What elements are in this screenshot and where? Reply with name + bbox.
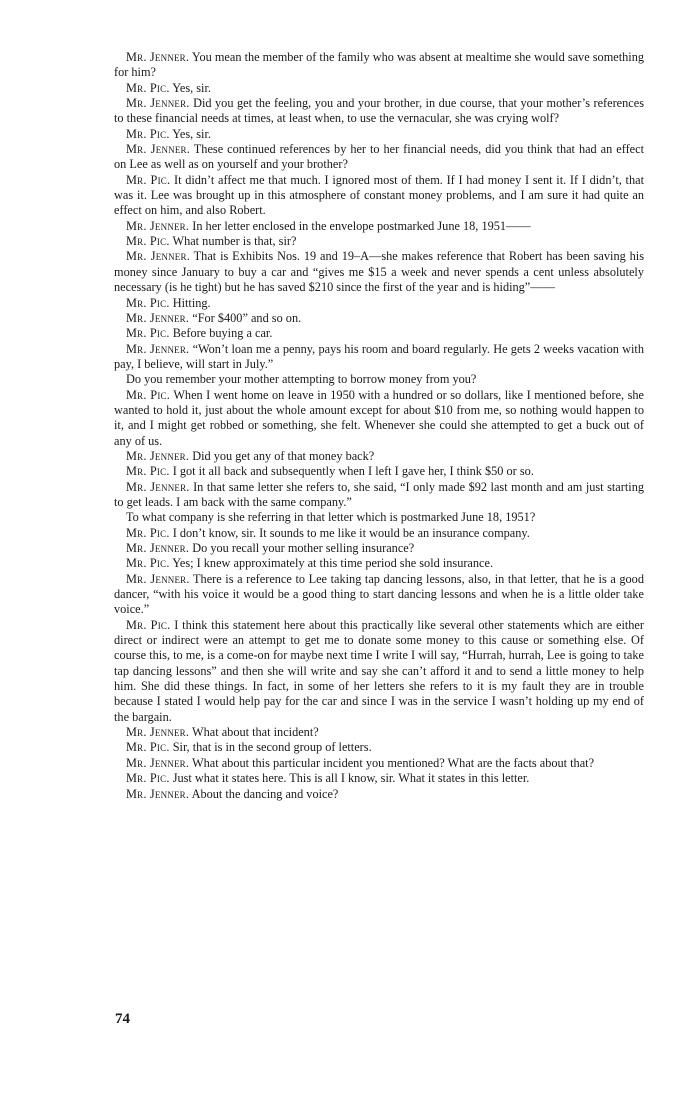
transcript-paragraph — [114, 572, 644, 618]
speech-text: I think this statement here about this practically like several other statements which are either direct or indirect were an attempt to get me to donate some money to this cause or something else. Of course this, to me, is a come-on for maybe next time I write I will say, “Hurrah, hurrah, Lee is going to take tap dancing lessons” and then she will write and say she can’t afford it and to send a little money to help him. She did these things. In fact, in some of her letters she refers to it is my fault they are in trouble because I stated I would help pay for the car and since I was in the service I wasn’t holding up my end of the bargain. — [114, 617, 644, 724]
speaker-label: Mr. Jenner. — [126, 50, 190, 64]
speech-text: “For $400” and so on. — [192, 310, 302, 325]
speaker-label: Mr. Pic. — [126, 617, 171, 632]
speaker-label: Mr. Jenner. — [126, 755, 190, 770]
speaker-label: Mr. Jenner. — [126, 341, 190, 356]
transcript-paragraph — [114, 556, 644, 571]
speaker-label: Mr. Jenner. — [126, 310, 190, 325]
transcript-paragraph — [114, 326, 644, 341]
speech-text: These continued references by her to her financial needs, did you think that had an effect on Lee as well as on yourself and your brother? — [114, 142, 644, 172]
transcript-paragraph — [114, 296, 644, 311]
transcript-paragraph — [114, 388, 644, 449]
speech-text: There is a reference to Lee taking tap dancing lessons, also, in that letter, that he is a good dancer, “with his voice it would be a good thing to start dancing lessons and when he is a little older take voice.” — [114, 571, 644, 617]
transcript-paragraph — [114, 249, 644, 295]
speech-text: Yes, sir. — [172, 80, 211, 95]
transcript-paragraph — [114, 771, 644, 786]
speaker-label: Mr. Pic. — [126, 556, 170, 571]
speech-text: That is Exhibits Nos. 19 and 19–A—she makes reference that Robert has been saving his money since January to buy a car and “gives me $15 a week and never spends a cent unless absolutely necessary (is he tight) but he has saved $210 since the first of the year and is hiding”—— — [114, 249, 644, 295]
speaker-label: Mr. Pic. — [126, 740, 170, 755]
speaker-label: Mr. Pic. — [126, 126, 170, 141]
transcript-paragraph — [114, 526, 644, 541]
speaker-label: Mr. Jenner. — [126, 249, 190, 264]
speech-text: Did you get the feeling, you and your brother, in due course, that your mother’s references to these financial needs at times, at least when, to use the vernacular, she was crying wolf? — [114, 96, 644, 126]
speech-text: Do you remember your mother attempting to borrow money from you? — [126, 372, 477, 387]
speaker-label: Mr. Jenner. — [126, 541, 190, 555]
speech-text: In her letter enclosed in the envelope postmarked June 18, 1951—— — [192, 218, 531, 233]
speaker-label: Mr. Jenner. — [126, 448, 190, 463]
transcript-paragraph — [114, 449, 644, 464]
speaker-label: Mr. Pic. — [126, 771, 170, 786]
transcript-paragraph — [114, 725, 644, 740]
speech-text: It didn’t affect me that much. I ignored most of them. If I had money I sent it. If I didn’t, that was it. Lee was brought up in this atmosphere of constant money problems, and I am sure it had quite an effect on him, and also Robert. — [114, 172, 644, 218]
speaker-label: Mr. Pic. — [126, 387, 171, 402]
transcript-paragraph — [114, 464, 644, 479]
speaker-label: Mr. Pic. — [126, 234, 170, 249]
speech-text: Yes; I knew approximately at this time period she sold insurance. — [172, 556, 494, 571]
speech-text: To what company is she referring in that letter which is postmarked June 18, 1951? — [126, 510, 536, 525]
transcript-paragraph — [114, 618, 644, 725]
transcript-paragraph — [114, 372, 644, 387]
speech-text: In that same letter she refers to, she said, “I only made $92 last month and am just starting to get leads. I am back with the same company.” — [114, 479, 644, 509]
speech-text: Before buying a car. — [172, 326, 273, 341]
speaker-label: Mr. Pic. — [126, 464, 170, 479]
transcript-paragraph — [114, 173, 644, 219]
speech-text: Just what it states here. This is all I know, sir. What it states in this letter. — [172, 771, 530, 786]
transcript-paragraph — [114, 480, 644, 511]
speech-text: When I went home on leave in 1950 with a hundred or so dollars, like I mentioned before, she wanted to hold it, just about the whole amount except for about $10 from me, so nothing would happen to it, and I might get robbed or something, she felt. Whenever she could she attempted to get a buck out of any of us. — [114, 387, 644, 448]
transcript-paragraph — [114, 142, 644, 173]
speech-text: Yes, sir. — [172, 126, 211, 141]
speaker-label: Mr. Jenner. — [126, 479, 190, 494]
speaker-label: Mr. Jenner. — [126, 96, 190, 111]
speech-text: What about this particular incident you mentioned? What are the facts about that? — [192, 755, 595, 770]
speech-text: I don’t know, sir. It sounds to me like it would be an insurance company. — [172, 525, 530, 540]
transcript-paragraph — [114, 96, 644, 127]
speech-text: About the dancing and voice? — [191, 786, 339, 801]
speaker-label: Mr. Jenner. — [126, 786, 190, 801]
speaker-label: Mr. Jenner. — [126, 142, 191, 157]
transcript-paragraph — [114, 756, 644, 771]
transcript-paragraph — [114, 219, 644, 234]
page-number: 74 — [115, 1011, 130, 1027]
transcript-paragraph — [114, 342, 644, 373]
speech-text: Do you recall your mother selling insurance? — [192, 541, 415, 555]
speaker-label: Mr. Pic. — [126, 326, 170, 341]
speaker-label: Mr. Jenner. — [126, 725, 190, 740]
speaker-label: Mr. Pic. — [126, 525, 170, 540]
speaker-label: Mr. Pic. — [126, 172, 171, 187]
transcript-paragraph — [114, 510, 644, 525]
transcript-paragraph — [114, 541, 644, 556]
speech-text: Hitting. — [172, 295, 211, 310]
transcript-paragraph — [114, 740, 644, 755]
speech-text: Sir, that is in the second group of letters. — [172, 740, 372, 755]
speech-text: I got it all back and subsequently when I left I gave her, I think $50 or so. — [172, 464, 534, 479]
speech-text: What number is that, sir? — [172, 234, 297, 249]
transcript-paragraph — [114, 50, 644, 81]
speaker-label: Mr. Jenner. — [126, 571, 190, 586]
speech-text: You mean the member of the family who was absent at mealtime she would save something for him? — [114, 50, 644, 80]
transcript-paragraph — [114, 127, 644, 142]
speech-text: Did you get any of that money back? — [192, 448, 375, 463]
speech-text: “Won’t loan me a penny, pays his room and board regularly. He gets 2 weeks vacation with pay, I believe, will start in July.” — [114, 341, 644, 371]
transcript-paragraph — [114, 787, 644, 802]
transcript-paragraph — [114, 81, 644, 96]
transcript-paragraph — [114, 234, 644, 249]
transcript-page — [114, 50, 644, 802]
speaker-label: Mr. Pic. — [126, 295, 170, 310]
speaker-label: Mr. Pic. — [126, 80, 170, 95]
transcript-paragraph — [114, 311, 644, 326]
speaker-label: Mr. Jenner. — [126, 218, 190, 233]
speech-text: What about that incident? — [192, 725, 319, 740]
